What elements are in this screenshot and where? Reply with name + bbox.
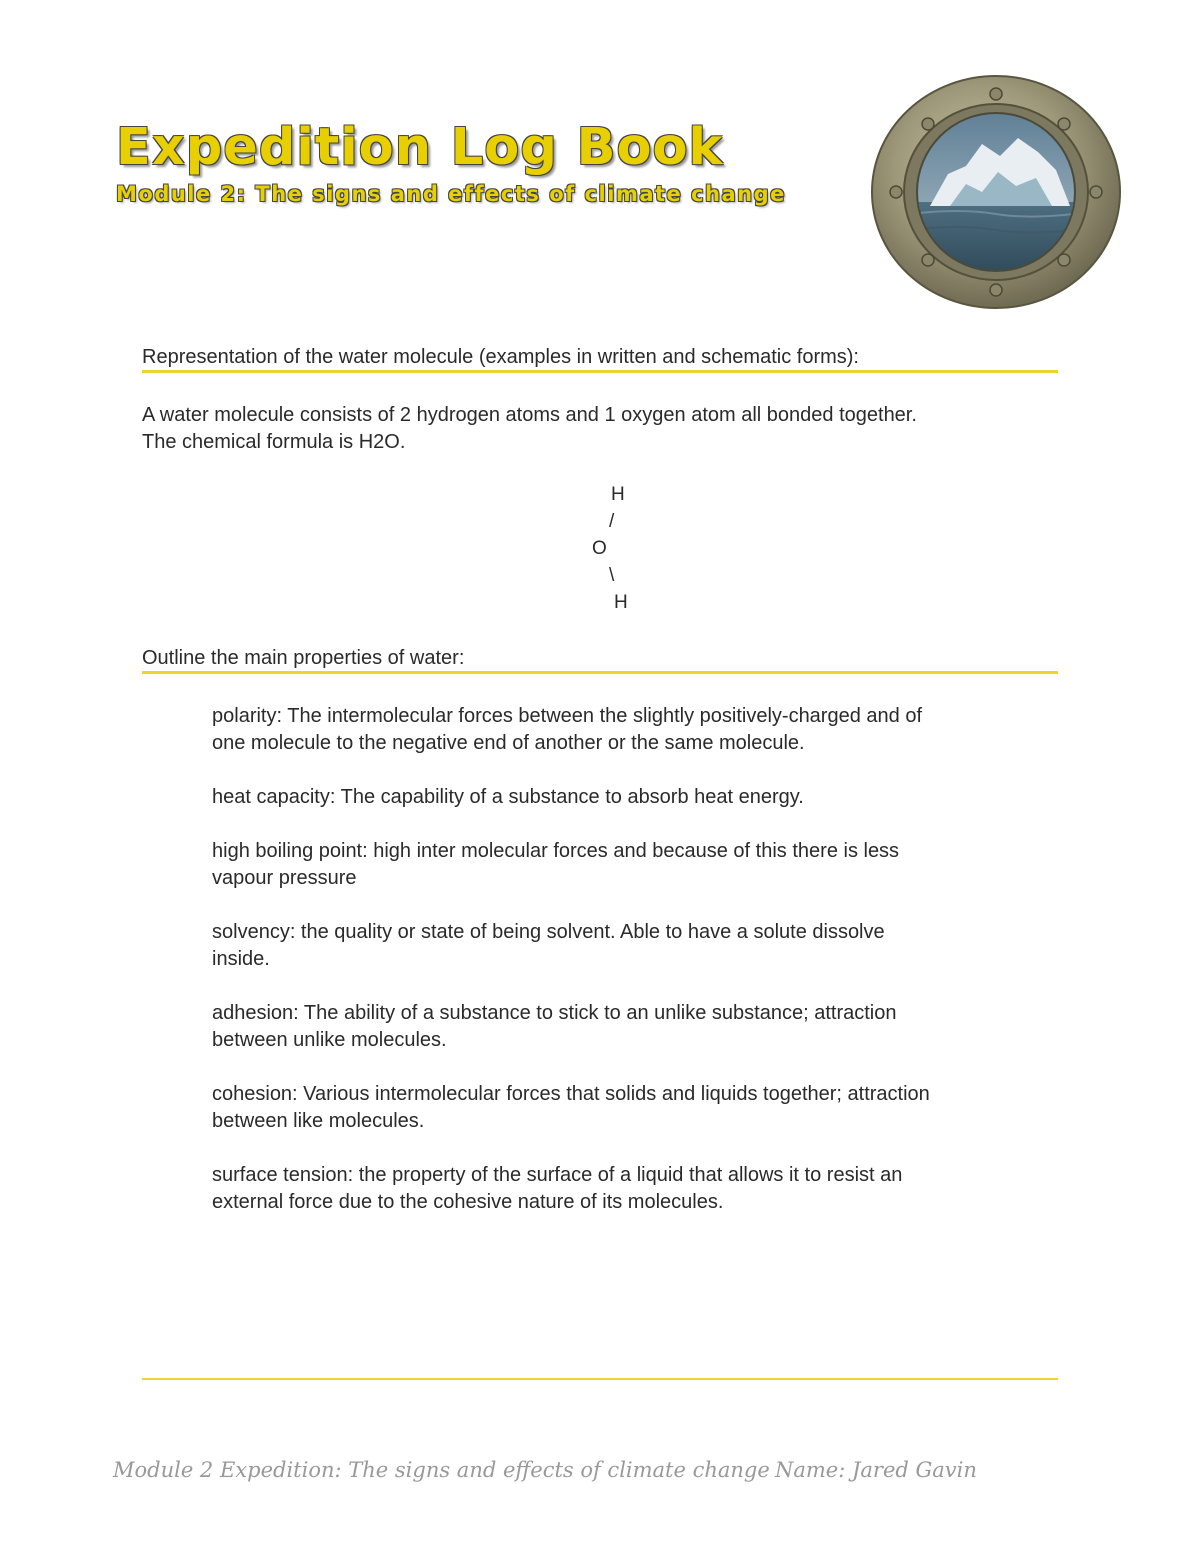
property-text: vapour pressure — [212, 867, 357, 889]
property-item — [212, 1081, 1072, 1135]
property-text: between unlike molecules. — [212, 1029, 447, 1051]
property-item — [212, 838, 1072, 892]
property-text: inside. — [212, 948, 270, 970]
footer-module-title: Module 2 Expedition: The signs and effects of climate change — [113, 1458, 770, 1482]
property-text: between like molecules. — [212, 1110, 425, 1132]
property-item — [212, 703, 1072, 757]
properties-section-label: Outline the main properties of water: — [142, 647, 465, 669]
description-line: The chemical formula is H2O. — [142, 431, 406, 453]
property-text: polarity: The intermolecular forces between the slightly positively-charged and of — [212, 705, 922, 727]
porthole-iceberg-image — [870, 74, 1122, 310]
property-text: solvency: the quality or state of being solvent. Able to have a solute dissolve — [212, 921, 885, 943]
page-title: Expedition Log Book — [116, 118, 724, 177]
property-item — [212, 1162, 1072, 1216]
property-text: one molecule to the negative end of another or the same molecule. — [212, 732, 805, 754]
section-divider — [142, 671, 1058, 674]
molecule-description — [142, 402, 1072, 456]
property-item — [212, 1000, 1072, 1054]
hydrogen-atom: H — [611, 484, 625, 505]
bond: / — [609, 511, 615, 532]
properties-list — [212, 703, 1072, 1243]
footer-student-name: Name: Jared Gavin — [775, 1458, 977, 1482]
property-text: cohesion: Various intermolecular forces that solids and liquids together; attraction — [212, 1083, 930, 1105]
page-subtitle: Module 2: The signs and effects of climate change — [116, 182, 786, 206]
property-text: adhesion: The ability of a substance to stick to an unlike substance; attraction — [212, 1002, 897, 1024]
hydrogen-atom: H — [614, 592, 628, 613]
section-divider — [142, 370, 1058, 373]
oxygen-atom: O — [592, 538, 607, 559]
molecule-section-label: Representation of the water molecule (examples in written and schematic forms): — [142, 346, 859, 368]
property-item — [212, 784, 1072, 811]
property-text: surface tension: the property of the surface of a liquid that allows it to resist an — [212, 1164, 903, 1186]
property-text: external force due to the cohesive nature of its molecules. — [212, 1191, 724, 1213]
description-line: A water molecule consists of 2 hydrogen atoms and 1 oxygen atom all bonded together. — [142, 404, 917, 426]
property-text: heat capacity: The capability of a substance to absorb heat energy. — [212, 786, 804, 808]
bond: \ — [609, 565, 615, 586]
property-item — [212, 919, 1072, 973]
footer-divider — [142, 1378, 1058, 1380]
property-text: high boiling point: high inter molecular forces and because of this there is less — [212, 840, 900, 862]
